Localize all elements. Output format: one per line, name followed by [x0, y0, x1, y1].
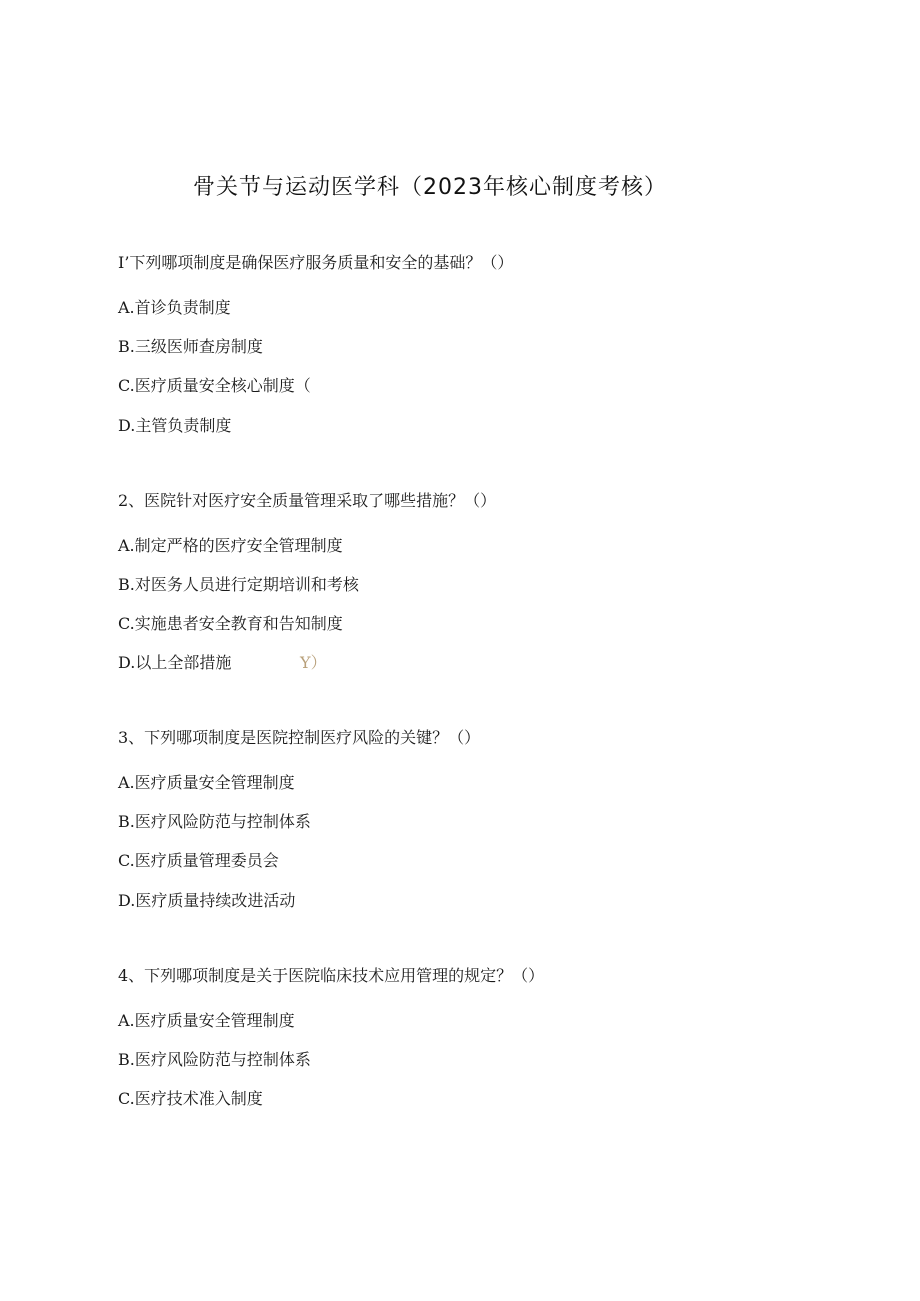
question-1-option-b: B.三级医师查房制度: [118, 337, 263, 356]
question-3-option-d: D.医疗质量持续改进活动: [118, 891, 296, 910]
question-3-option-b: B.医疗风险防范与控制体系: [118, 812, 311, 831]
answer-mark: Y）: [300, 653, 327, 672]
question-4-option-a: A.医疗质量安全管理制度: [118, 1011, 295, 1030]
question-3-stem: 3、下列哪项制度是医院控制医疗风险的关键？（）: [118, 728, 481, 747]
question-1-option-c: C.医疗质量安全核心制度（: [118, 376, 311, 395]
question-3-option-a: A.医疗质量安全管理制度: [118, 773, 295, 792]
question-2-stem: 2、医院针对医疗安全质量管理采取了哪些措施？（）: [118, 491, 497, 510]
question-1-option-d: D.主管负责制度: [118, 416, 232, 435]
question-4-option-b: B.医疗风险防范与控制体系: [118, 1050, 311, 1069]
question-2-option-c: C.实施患者安全教育和告知制度: [118, 614, 343, 633]
question-2-option-b: B.对医务人员进行定期培训和考核: [118, 575, 359, 594]
question-2-option-d: D.以上全部措施: [118, 653, 232, 672]
question-4-stem: 4、下列哪项制度是关于医院临床技术应用管理的规定？（）: [118, 966, 545, 985]
document-title: 骨关节与运动医学科（2023年核心制度考核）: [193, 175, 667, 200]
question-1-option-a: A.首诊负责制度: [118, 298, 231, 317]
question-2-option-a: A.制定严格的医疗安全管理制度: [118, 536, 343, 555]
question-4-option-c: C.医疗技术准入制度: [118, 1089, 263, 1108]
question-3-option-c: C.医疗质量管理委员会: [118, 851, 279, 870]
question-1-stem: I’下列哪项制度是确保医疗服务质量和安全的基础？（）: [118, 253, 514, 272]
